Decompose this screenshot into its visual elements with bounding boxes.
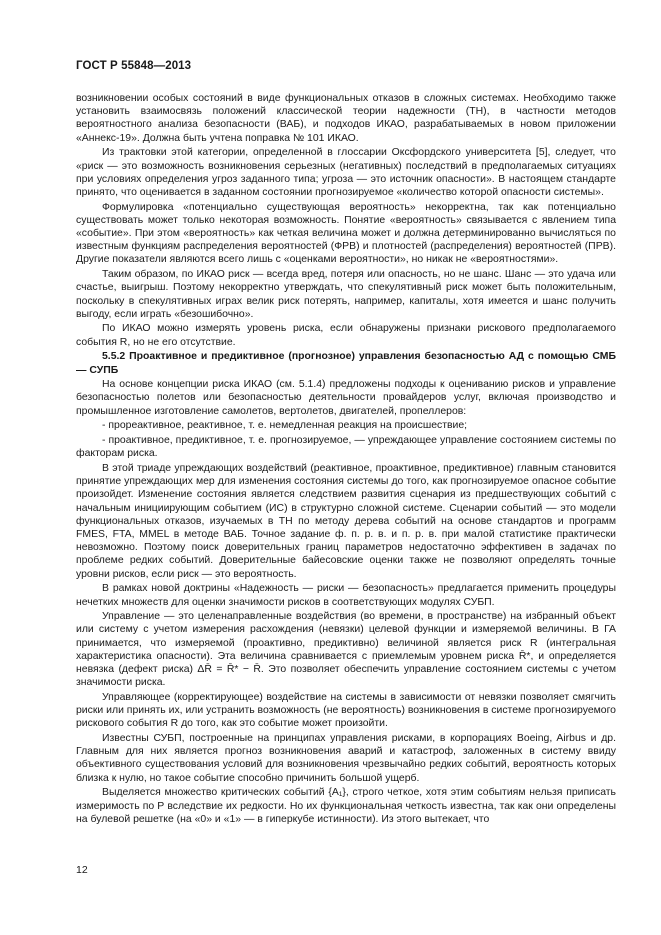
paragraph: Из трактовки этой категории, определенной в глоссарии Оксфордского университета [5], следует, что «риск — это возможность возникновения серьезных (негативных) последствий в предполагаемых ситуациях при условиях определения угроз заданного типа; угроза — это источник опасности». В настоящем стандарте принято, что оценивается в заданном состоянии прогнозируемое «количество которой опасности системы». xyxy=(76,147,616,198)
paragraph: возникновении особых состояний в виде функциональных отказов в сложных системах. Необходимо также установить взаимосвязь положений классической теории надежности (ТН), в частности методов вероятностного анализа безопасности (ВАБ), и подходов ИКАО, разрабатываемых в новом приложении «Аннекс-19». Должна быть учтена поправка № 101 ИКАО. xyxy=(76,93,616,144)
paragraph: Таким образом, по ИКАО риск — всегда вред, потеря или опасность, но не шанс. Шанс — это удача или счастье, выигрыш. Поэтому некорректно утверждать, что спекулятивный риск может быть положительным, поскольку в спекулятивных играх велик риск потерять, например, капиталы, хотя имеется и шанс получить выгоду, если играть «безошибочно». xyxy=(76,269,616,320)
list-item: - прореактивное, реактивное, т. е. немедленная реакция на происшествие; xyxy=(102,420,468,432)
paragraph: На основе концепции риска ИКАО (см. 5.1.4) предложены подходы к оцениванию рисков и управление безопасностью полетов или безопасностью деятельности провайдеров услуг, включая производство и промышленное изготовление самолетов, вертолетов, двигателей, пропеллеров: xyxy=(76,379,616,417)
paragraph: В рамках новой доктрины «Надежность — риски — безопасность» предлагается применить процедуры нечетких множеств для оценки значимости рисков в соответствующих модулях СУБП. xyxy=(76,583,616,608)
paragraph: Формулировка «потенциально существующая вероятность» некорректна, так как потенциально существовать может только некоторая возможность. Понятие «вероятность» связывается с явлением типа «событие». При этом «вероятность» как четкая величина может и должна детерминированно вычисляться по известным функциям распределения вероятностей (ФРВ) и плотностей (распределения) вероятностей (ПРВ). Другие показатели являются всего лишь с «оценками вероятности», но никак не «вероятностями». xyxy=(76,201,616,266)
paragraph: Управляющее (корректирующее) воздействие на системы в зависимости от невязки позволяет смягчить риски или принять их, или устранить возможность (не вероятность) возникновения в системе прогнозируемого рискового события R до того, как это событие может произойти. xyxy=(76,691,616,730)
document-header: ГОСТ Р 55848—2013 xyxy=(76,60,192,72)
section-heading: 5.5.2 Проактивное и предиктивное (прогнозное) управления безопасностью АД с помощью СМБ — СУПБ xyxy=(76,351,616,376)
paragraph: Выделяется множество критических событий {A₁}, строго четкое, хотя этим событиям нельзя приписать измеримость по Р вследствие их редкости. Но их функциональная четкость известна, так как они определены на булевой решетке (на «0» и «1» — в гиперкубе истинности). Из этого вытекает, что xyxy=(76,787,616,825)
paragraph: В этой триаде упреждающих воздействий (реактивное, проактивное, предиктивное) главным становится принятие упреждающих мер для изменения состояния системы до того, как прогнозируемое опасное событие произойдет. Изменение состояния является следствием развития сценария из предшествующих событий с начальным инициирующим событием (ИС) в структурно сложной системе. Сценарии событий — это модели функциональных отказов, изучаемых в ТН по методу дерева событий на основе стандартов и программ FMES, FTA, MMEL в методе ВАБ. Точное задание ф. п. р. в. и п. р. в. при малой статистике практически невозможно. Поэтому поиск доверительных границ параметров недостаточно эффективен в задачах по проблеме редких событий. Доверительные байесовские оценки также не позволяют определять точные уровни рисков, если риск — это вероятность. xyxy=(76,462,616,580)
list-item: - проактивное, предиктивное, т. е. прогнозируемое, — упреждающее управление состоянием системы по факторам риска. xyxy=(76,435,616,460)
body-text xyxy=(76,92,616,827)
paragraph: Известны СУБП, построенные на принципах управления рисками, в корпорациях Boeing, Airbus и др. Главным для них является прогноз возникновения аварий и катастроф, заложенных в систему ввиду объективного существования условий для возникновения чрезвычайно редких событий, вероятность которых близка к нулю, но такое событие способно причинить большой ущерб. xyxy=(76,733,616,784)
paragraph: Управление — это целенаправленные воздействия (во времени, в пространстве) на избранный объект или систему с учетом измерения расхождения (невязки) целевой функции и измеряемой величины. В ГА принимается, что измеряемой (проактивно, предиктивно) величиной является риск R (интегральная характеристика опасности). Эта величина сравнивается с приемлемым уровнем риска R̄*, и определяется невязка (дефект риска) ΔR̄ = R̄* − R̄. Это позволяет обеспечить управление состоянием системы с учетом значимости риска. xyxy=(76,611,616,689)
page-number: 12 xyxy=(76,864,88,876)
paragraph: По ИКАО можно измерять уровень риска, если обнаружены признаки рискового предполагаемого события R, но не его отсутствие. xyxy=(76,323,616,348)
